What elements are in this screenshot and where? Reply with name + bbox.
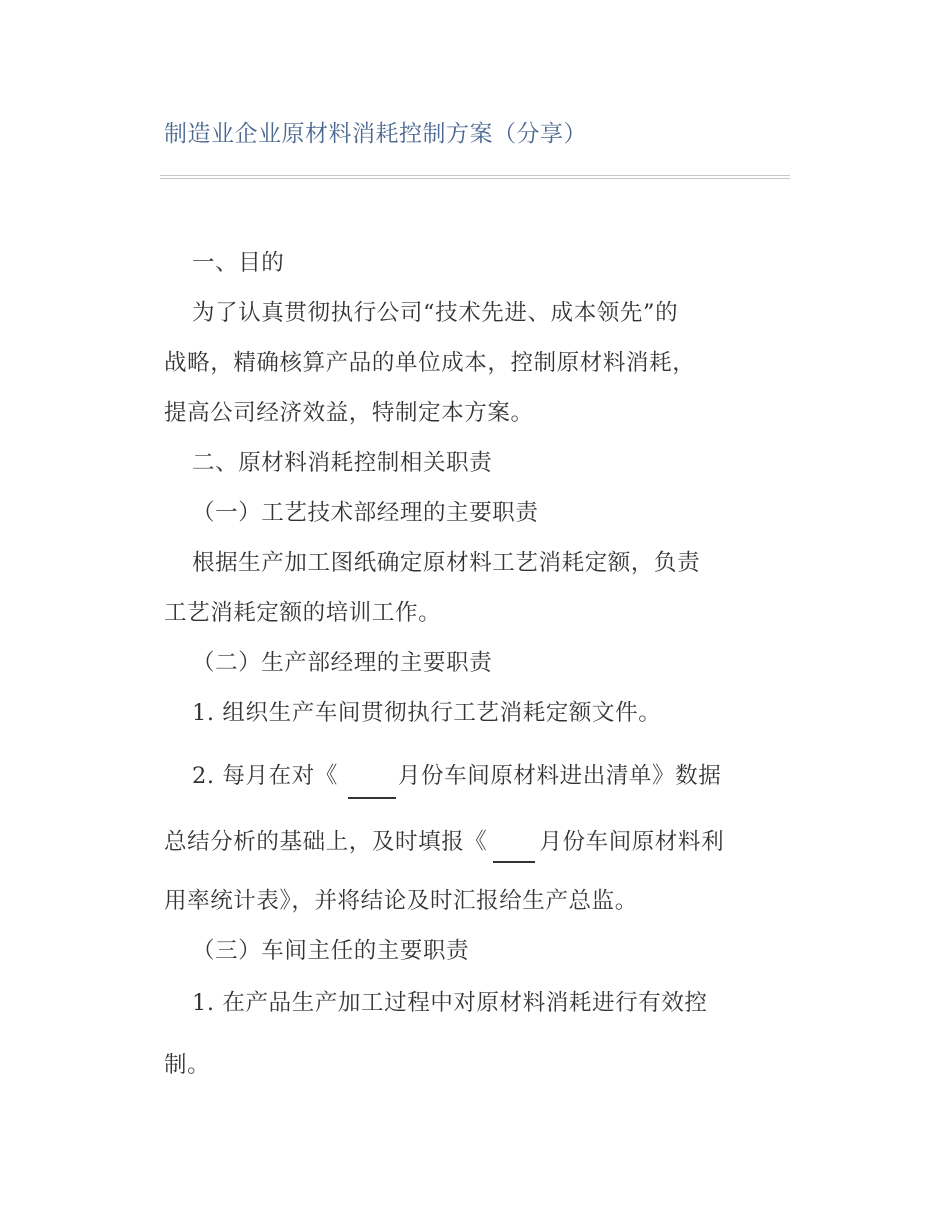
paragraph-line: 制。 bbox=[164, 1052, 211, 1078]
paragraph-line: 为了认真贯彻执行公司“技术先进、成本领先”的 bbox=[192, 300, 679, 326]
paragraph-line bbox=[164, 824, 724, 856]
paragraph-text: 月份车间原材料利 bbox=[539, 829, 725, 855]
title-divider bbox=[160, 175, 790, 179]
fill-in-blank bbox=[348, 797, 396, 799]
list-item bbox=[192, 758, 721, 790]
subheading-process-manager: （一）工艺技术部经理的主要职责 bbox=[192, 500, 539, 526]
paragraph-line: 用率统计表》，并将结论及时汇报给生产总监。 bbox=[164, 888, 638, 914]
document-title: 制造业企业原材料消耗控制方案（分享） bbox=[164, 121, 587, 147]
list-item: 1. 组织生产车间贯彻执行工艺消耗定额文件。 bbox=[192, 700, 662, 726]
paragraph-line: 根据生产加工图纸确定原材料工艺消耗定额，负责 bbox=[192, 550, 701, 576]
paragraph-line: 战略，精确核算产品的单位成本，控制原材料消耗， bbox=[164, 350, 696, 376]
list-item-text: 2. 每月在对《 bbox=[192, 763, 338, 789]
heading-responsibilities: 二、原材料消耗控制相关职责 bbox=[192, 450, 493, 476]
heading-purpose: 一、目的 bbox=[192, 250, 285, 276]
list-item-text: 月份车间原材料进出清单》数据 bbox=[397, 763, 722, 789]
subheading-production-manager: （二）生产部经理的主要职责 bbox=[192, 650, 493, 676]
paragraph-line: 工艺消耗定额的培训工作。 bbox=[164, 600, 442, 626]
list-item: 1. 在产品生产加工过程中对原材料消耗进行有效控 bbox=[192, 990, 708, 1016]
subheading-workshop-director: （三）车间主任的主要职责 bbox=[192, 938, 470, 964]
fill-in-blank bbox=[493, 861, 535, 863]
paragraph-text: 总结分析的基础上，及时填报《 bbox=[164, 829, 488, 855]
paragraph-line: 提高公司经济效益，特制定本方案。 bbox=[164, 400, 534, 426]
